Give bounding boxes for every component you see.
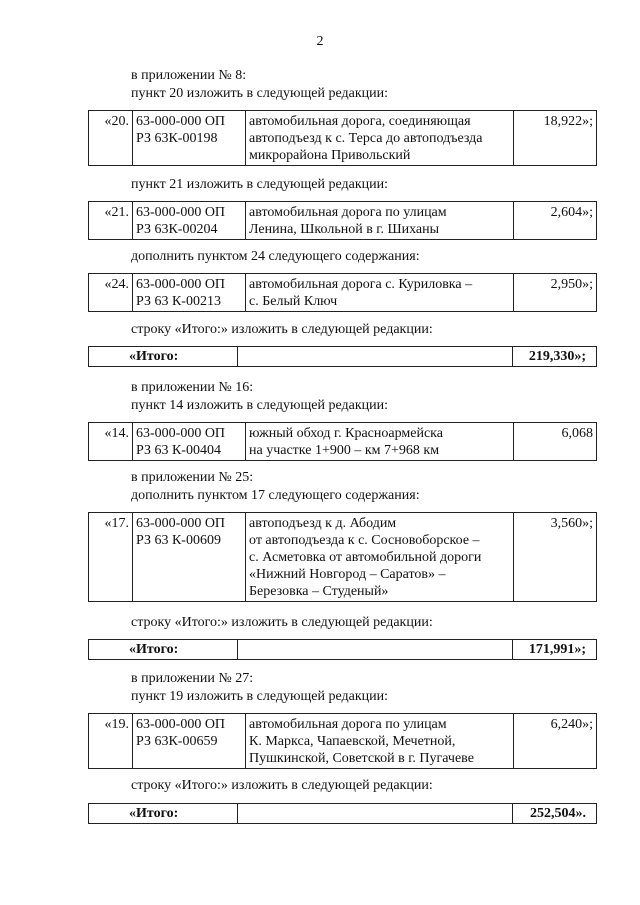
road-code: 63-000-000 ОП РЗ 63 К-00213 [133,274,246,312]
row-number: «17. [89,513,133,602]
total-instruction: строку «Итого:» изложить в следующей редакции: [131,322,433,337]
row-number: «14. [89,423,133,461]
road-name: автомобильная дорога по улицам К. Маркса, Чапаевской, Мечетной, Пушкинской, Советской в г. Пугачеве [246,714,514,769]
road-name: автомобильная дорога с. Куриловка – с. Белый Ключ [246,274,514,312]
road-code: 63-000-000 ОП РЗ 63 К-00609 [133,513,246,602]
row-number: «19. [89,714,133,769]
item-19-instruction: пункт 19 изложить в следующей редакции: [131,689,388,704]
total-empty-cell [238,347,513,367]
road-code: 63-000-000 ОП РЗ 63К-00204 [133,202,246,240]
total-row-3 [88,803,597,824]
total-label: «Итого: [89,347,238,367]
total-label: «Итого: [89,640,238,660]
road-name: автомобильная дорога по улицам Ленина, Школьной в г. Шиханы [246,202,514,240]
road-code: 63-000-000 ОП РЗ 63 К-00404 [133,423,246,461]
row-number: «20. [89,111,133,166]
road-code: 63-000-000 ОП РЗ 63К-00198 [133,111,246,166]
appendix-16-heading: в приложении № 16: [131,380,254,395]
item-21-instruction: пункт 21 изложить в следующей редакции: [131,177,388,192]
total-label: «Итого: [89,804,238,824]
total-value: 171,991»; [513,640,597,660]
item-20-instruction: пункт 20 изложить в следующей редакции: [131,86,388,101]
appendix-8-heading: в приложении № 8: [131,68,247,83]
total-empty-cell [238,804,513,824]
road-name: автомобильная дорога, соединяющая автоподъезд к с. Терса до автоподъезда микрорайона Привольский [246,111,514,166]
road-name: южный обход г. Красноармейска на участке 1+900 – км 7+968 км [246,423,514,461]
total-instruction: строку «Итого:» изложить в следующей редакции: [131,778,433,793]
item-24-instruction: дополнить пунктом 24 следующего содержания: [131,249,420,264]
page-number: 2 [316,34,324,49]
appendix-25-heading: в приложении № 25: [131,470,254,485]
road-length: 2,950»; [514,274,597,312]
row-number: «24. [89,274,133,312]
appendix-27-heading: в приложении № 27: [131,671,254,686]
total-empty-cell [238,640,513,660]
item-17-instruction: дополнить пунктом 17 следующего содержания: [131,488,420,503]
road-length: 6,240»; [514,714,597,769]
road-length: 3,560»; [514,513,597,602]
table-row-21 [88,201,597,240]
road-length: 2,604»; [514,202,597,240]
table-row-19 [88,713,597,769]
table-row-20 [88,110,597,166]
road-length: 18,922»; [514,111,597,166]
road-name: автоподъезд к д. Абодим от автоподъезда к с. Сосновоборское – с. Асметовка от автомобильной дороги «Нижний Новгород – Саратов» – Березовка – Студеный» [246,513,514,602]
total-instruction: строку «Итого:» изложить в следующей редакции: [131,615,433,630]
total-value: 252,504». [513,804,597,824]
table-row-24 [88,273,597,312]
total-row-1 [88,346,597,367]
item-14-instruction: пункт 14 изложить в следующей редакции: [131,398,388,413]
table-row-14 [88,422,597,461]
row-number: «21. [89,202,133,240]
road-code: 63-000-000 ОП РЗ 63К-00659 [133,714,246,769]
road-length: 6,068 [514,423,597,461]
total-value: 219,330»; [513,347,597,367]
total-row-2 [88,639,597,660]
table-row-17 [88,512,597,602]
